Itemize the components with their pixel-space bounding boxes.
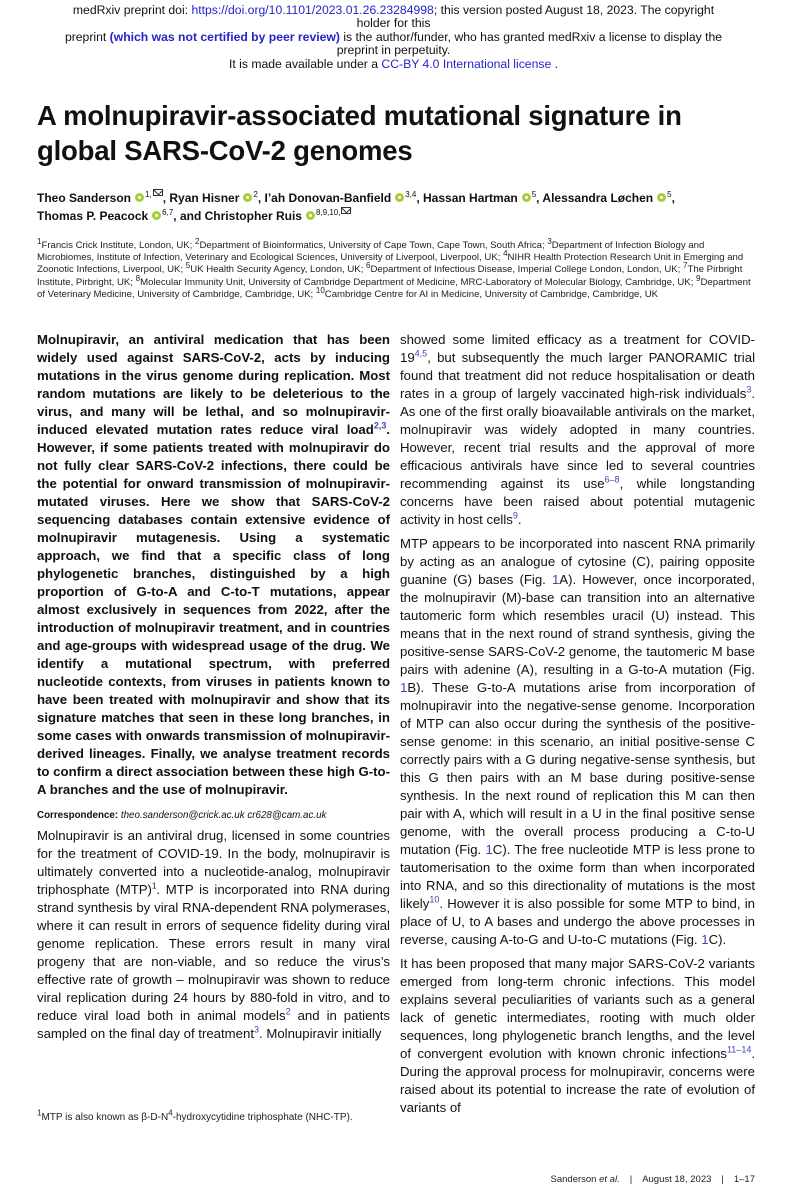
orcid-icon[interactable] (395, 193, 404, 202)
intro-paragraph (37, 827, 390, 1043)
orcid-icon[interactable] (135, 193, 144, 202)
affiliation-number: 4 (503, 249, 508, 259)
footnote-text: -hydroxycytidine triphosphate (NHC-TP). (172, 1112, 353, 1123)
body-text: and in patients sampled on the final day of treatment (37, 1008, 390, 1041)
author-separator: , (536, 191, 543, 205)
author-separator: , (416, 191, 423, 205)
body-text: It has been proposed that many major SARS-CoV-2 variants emerged from long-term chronic infections. This model explains several peculiarities of variants such as a general lack of genetic intermediates, rooting with much older sequences, long phylogenetic branch lengths, and the level of convergent evolution with known chronic infections (400, 956, 755, 1061)
orcid-icon[interactable] (152, 211, 161, 220)
author: Thomas P. Peacock (37, 209, 149, 223)
author: Alessandra Løchen (542, 191, 654, 205)
affiliations (37, 236, 752, 301)
footer-date: August 18, 2023 (642, 1174, 712, 1185)
correspondence-label: Correspondence: (37, 810, 119, 821)
footnote-number: 1 (37, 1108, 42, 1118)
author: Theo Sanderson (37, 191, 132, 205)
affiliation-number: 6 (366, 261, 371, 271)
author-list (37, 189, 757, 225)
paper-title: A molnupiravir-associated mutational signature in global SARS-CoV-2 genomes (37, 100, 682, 166)
affiliation-text: Cambridge Centre for AI in Medicine, University of Cambridge, Cambridge, UK (324, 288, 659, 300)
citation-link[interactable]: 2,3 (373, 420, 387, 431)
body-text: B). These G-to-A mutations arise from incorporation of molnupiravir into the negative-sense genome. Incorporation of MTP can also occur during the synthesis of the positive-sense genome: in this scenario, an initial positive-sense C correctly pairs with a G during negative-sense synthesis, but this G then pairs with an M base during positive-sense synthesis. In the next round of replication this M can then pair with A, which will result in a U in the final positive sense genome, with the overall process producing a C-to-U mutation (Fig. (400, 680, 755, 857)
affiliation-number: 6,7 (162, 208, 174, 217)
body-text: showed some limited efficacy as a treatment for COVID-19 (400, 332, 755, 365)
affiliation-number: 5 (667, 190, 672, 199)
affiliation-text: The Pirbright Institute, Pirbright, UK; (37, 264, 743, 288)
orcid-icon[interactable] (306, 211, 315, 220)
citation-link[interactable]: 9 (512, 510, 518, 521)
body-text: C). The free nucleotide MTP is less prone to tautomerisation to the oxime form than when incorporated into RNA, and so this directionality of mutations is the most likely (400, 842, 755, 911)
body-text: Molnupiravir is an antiviral drug, licensed in some countries for the treatment of COVID-19. In the body, molnupiravir is ultimately converted into a nucleotide-analog, molnupiravir triphosphate (MTP) (37, 828, 390, 897)
author-separator: , (162, 191, 170, 205)
citation-link[interactable]: 3 (746, 384, 752, 395)
affiliation-text: Department of Infectious Disease, Imperial College London, London, UK; (370, 264, 684, 276)
body-text: . Molnupiravir initially (259, 1026, 382, 1041)
author: Hassan Hartman (423, 191, 518, 205)
abstract-text: Molnupiravir, an antiviral medication that has been widely used against SARS-CoV-2, acts by inducing mutations in the virus genome during replication. Most random mutations are likely to be deleterious to the virus, and many will be lethal, and so molnupiravir-induced elevated mutation rates reduce viral load (37, 332, 390, 437)
affiliation-number: 5 (185, 261, 191, 271)
affiliation-text: Department of Infection Biology and Microbiomes, Institute of Infection, Veterinary and Ecological Sciences, University of Liverpool, Liverpool, UK; (37, 240, 705, 264)
affiliation-number: 9 (696, 273, 701, 283)
footer-pages: 1–17 (733, 1174, 755, 1185)
paragraph-chronic-infections (400, 955, 755, 1117)
citation-link[interactable]: 3 (254, 1024, 260, 1035)
affiliation-text: Francis Crick Institute, London, UK; (41, 240, 196, 251)
affiliation-number: 10 (315, 285, 325, 295)
page-footer (551, 1174, 755, 1185)
header-text: is the author/funder, who has granted medRxiv a license to display the preprint in perpetuity. (336, 29, 723, 58)
affiliation-text: NIHR Health Protection Research Unit in Emerging and Zoonotic Infections, Liverpool, UK; (37, 252, 744, 276)
figure-link[interactable]: 1 (551, 572, 560, 587)
footnote (37, 1108, 390, 1124)
preprint-header (60, 4, 727, 71)
correspondence-emails[interactable]: theo.sanderson@crick.ac.uk cr628@cam.ac.uk (120, 810, 327, 821)
right-column (400, 331, 755, 1117)
citation-link[interactable]: 2 (285, 1006, 291, 1017)
body-text: A). However, once incorporated, the molnupiravir (M)-base can transition into an alternative tautomeric form which resembles uracil (U) instead. This means that in the next round of strand synthesis, giving the positive-sense SARS-CoV-2 genome, the tautomeric M base pairs with adenine (A), resulting in a G-to-A mutation (Fig. (400, 572, 755, 677)
paragraph-efficacy (400, 331, 755, 529)
body-text: , while longstanding concerns have been raised about potential mutagenic activity in host cells (400, 476, 755, 527)
affiliation-number: 8,9,10, (315, 208, 341, 217)
header-text: preprint (64, 29, 110, 44)
author-separator: , (671, 191, 675, 205)
orcid-icon[interactable] (522, 193, 531, 202)
body-text: MTP appears to be incorporated into nascent RNA primarily by acting as an analogue of cytosine (C), pairing opposite guanine (G) bases (Fig. (400, 536, 755, 587)
footnote-text: MTP is also known as β-D-N (41, 1112, 169, 1123)
paragraph-mechanism (400, 535, 755, 949)
doi-link[interactable]: https://doi.org/10.1101/2023.01.26.23284998 (191, 3, 434, 17)
body-text: . During the approval process for molnupiravir, concerns were raised about its potential to increase the rate of evolution of variants of (400, 1046, 755, 1115)
header-text: ; this version posted August 18, 2023. The copyright holder for this (356, 3, 715, 31)
peer-review-note: (which was not certified by peer review) (109, 29, 340, 44)
affiliation-number: 8 (135, 273, 141, 283)
license-link[interactable]: CC-BY 4.0 International license (381, 56, 552, 71)
citation-link[interactable]: 6–8 (604, 474, 620, 485)
footer-separator: | (721, 1174, 724, 1185)
footnote-marker: 1 (151, 881, 157, 891)
citation-link[interactable]: 11–14 (726, 1044, 752, 1055)
figure-link[interactable]: 1 (400, 680, 408, 695)
affiliation-number: 2 (253, 190, 258, 199)
header-text: . (551, 56, 559, 71)
author: I’ah Donovan-Banfield (264, 191, 392, 205)
affiliation-text: Department of Veterinary Medicine, University of Cambridge, Cambridge, UK; (37, 276, 751, 300)
body-text: . MTP is incorporated into RNA during strand synthesis by viral RNA-dependent RNA polymerases, where it can result in errors of sequence fidelity during viral genome replication. These errors result in many viral progeny that are non-viable, and so reduce the virus’s effective rate of growth – molnupiravir was shown to reduce viral replication during 24 hours by 880-fold in vitro, and to reduce viral load both in animal models (37, 882, 390, 1023)
footer-author: Sanderson (550, 1174, 600, 1185)
affiliation-text: Department of Bioinformatics, University of Cape Town, Cape Town, South Africa; (199, 240, 548, 251)
orcid-icon[interactable] (243, 193, 252, 202)
correspondence (37, 809, 390, 822)
affiliation-number: 1, (145, 190, 152, 199)
body-text: . However it is also possible for some MTP to bind, in place of U, to A bases and undergo the above processes in reverse, causing A-to-G and U-to-C mutations (Fig. (400, 896, 755, 947)
author: Ryan Hisner (169, 191, 240, 205)
body-text: C). (708, 932, 727, 947)
footer-etal: et al. (599, 1174, 620, 1185)
left-column (37, 331, 390, 1043)
figure-link[interactable]: 1 (701, 932, 709, 947)
affiliation-number: 7 (683, 261, 688, 271)
author-separator: , and (173, 209, 205, 223)
citation-link[interactable]: 4,5 (414, 348, 428, 359)
author-separator: , (257, 191, 265, 205)
affiliation-text: Molecular Immunity Unit, University of Cambridge Department of Medicine, MRC-Laboratory of Molecular Biology, Cambridge, UK; (140, 276, 697, 288)
footer-separator: | (629, 1174, 633, 1185)
footnote-superscript: 4 (168, 1108, 173, 1118)
body-text: , but subsequently the much larger PANORAMIC trial found that treatment did not reduce hospitalisation or death rates in a group of largely vaccinated high-risk individuals (400, 350, 755, 401)
header-text: medRxiv preprint doi: (72, 3, 192, 17)
orcid-icon[interactable] (657, 193, 666, 202)
abstract (37, 331, 390, 799)
affiliation-number: 2 (195, 236, 200, 246)
affiliation-number: 3 (547, 236, 552, 246)
envelope-icon (341, 207, 351, 214)
citation-link[interactable]: 10 (429, 894, 440, 905)
envelope-icon (153, 189, 163, 196)
abstract-text: . However, if some patients treated with molnupiravir do not fully clear SARS-CoV-2 infections, there could be the potential for onward transmission of molnupiravir-mutated viruses. Here we show that SARS-CoV-2 sequencing databases contain extensive evidence of molnupiravir mutagenesis. Using a systematic approach, we find that a specific class of long phylogenetic branches, distinguished by a high proportion of G-to-A and C-to-T mutations, appear almost exclusively in sequences from 2022, after the introduction of molnupiravir treatment, and in countries and age-groups with widespread usage of the drug. We identify a mutational spectrum, with preferred nucleotide contexts, from viruses in patients known to have been treated with molnupiravir and show that its signature matches that seen in these long branches, in some cases with onwards transmission of molnupiravir-derived lineages. Finally, we analyse treatment records to confirm a direct association between these high G-to-A branches and the use of molnupiravir. (37, 422, 390, 797)
affiliation-text: UK Health Security Agency, London, UK; (190, 264, 367, 276)
body-text: . As one of the first orally bioavailable antivirals on the market, molnupiravir was widely adopted in many countries. However, recent trial results and the approval of more efficacious antivirals have since led to several countries recommending against its use (400, 386, 755, 491)
affiliation-number: 5 (531, 190, 537, 199)
body-text: . (517, 512, 522, 527)
figure-link[interactable]: 1 (485, 842, 493, 857)
affiliation-number: 3,4 (405, 190, 417, 199)
author: Christopher Ruis (204, 209, 302, 223)
header-text: It is made available under a (228, 56, 382, 71)
affiliation-number: 1 (37, 236, 42, 246)
